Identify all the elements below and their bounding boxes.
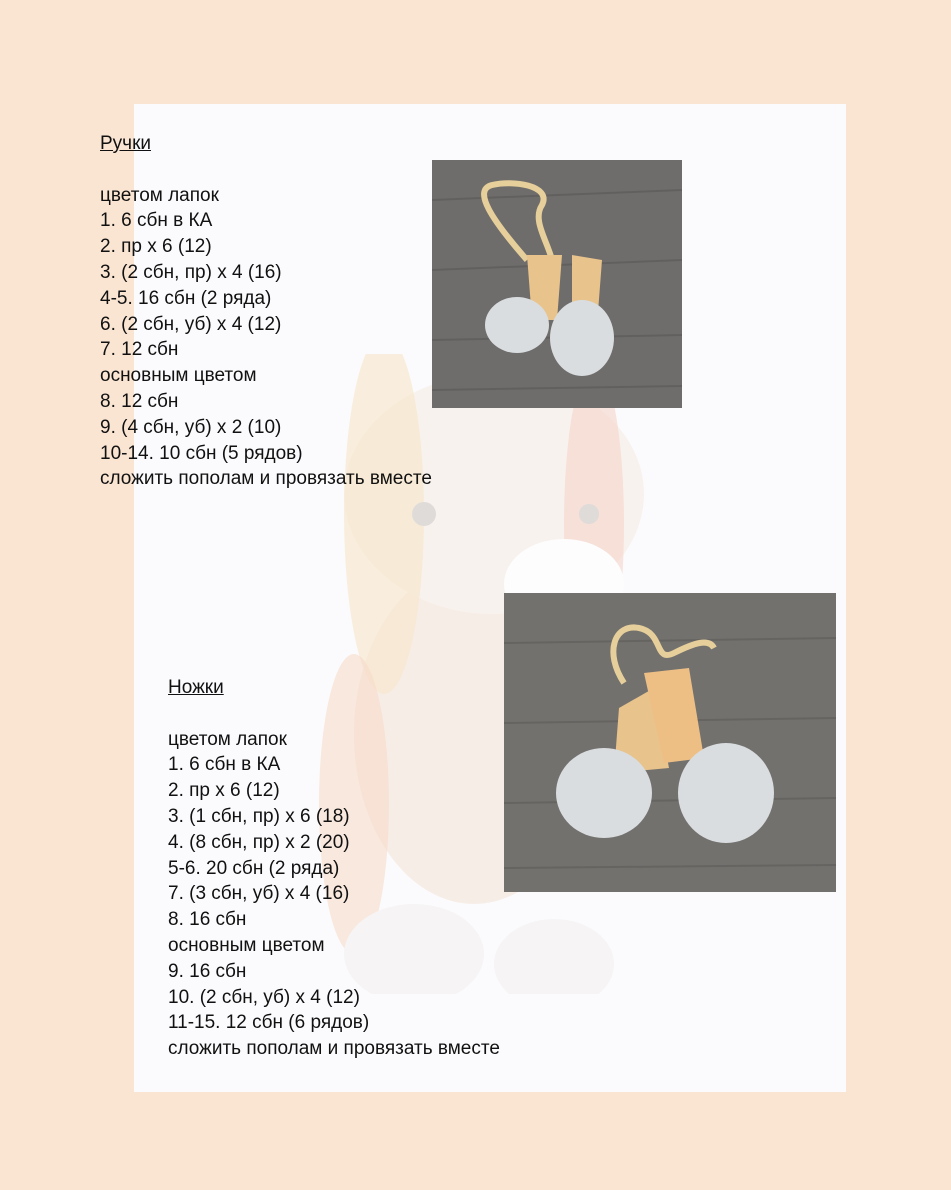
legs-instructions <box>168 675 500 1062</box>
instruction-line: 9. (4 сбн, уб) х 2 (10) <box>100 416 282 438</box>
instruction-line: 4. (8 сбн, пр) х 2 (20) <box>168 831 350 853</box>
instruction-line: 3. (1 сбн, пр) х 6 (18) <box>168 805 350 827</box>
instruction-line: 8. 12 сбн <box>100 390 179 412</box>
instruction-line: цветом лапок <box>100 184 219 206</box>
instruction-line: 6. (2 сбн, уб) х 4 (12) <box>100 313 282 335</box>
instruction-line: 10. (2 сбн, уб) х 4 (12) <box>168 986 360 1008</box>
hands-photo <box>432 160 682 408</box>
instruction-line: сложить пополам и провязать вместе <box>100 468 432 490</box>
instruction-line: 11-15. 12 сбн (6 рядов) <box>168 1012 370 1034</box>
hands-heading: Ручки <box>100 133 151 154</box>
instruction-line: 9. 16 сбн <box>168 960 247 982</box>
instruction-line: 1. 6 сбн в КА <box>168 754 281 776</box>
instruction-line: основным цветом <box>168 934 325 956</box>
instruction-line: 4-5. 16 сбн (2 ряда) <box>100 287 272 309</box>
instruction-line: 3. (2 сбн, пр) х 4 (16) <box>100 261 282 283</box>
instruction-line: сложить пополам и провязать вместе <box>168 1038 500 1060</box>
instruction-line: 5-6. 20 сбн (2 ряда) <box>168 857 340 879</box>
instruction-line: 2. пр х 6 (12) <box>168 780 280 802</box>
instruction-line: 10-14. 10 сбн (5 рядов) <box>100 442 303 464</box>
instruction-line: 7. (3 сбн, уб) х 4 (16) <box>168 883 350 905</box>
legs-photo <box>504 593 836 892</box>
hands-instructions <box>100 131 432 492</box>
legs-heading: Ножки <box>168 677 224 698</box>
instruction-line: 1. 6 сбн в КА <box>100 210 213 232</box>
instruction-line: основным цветом <box>100 365 257 387</box>
instruction-line: цветом лапок <box>168 728 287 750</box>
instruction-line: 7. 12 сбн <box>100 339 179 361</box>
instruction-line: 8. 16 сбн <box>168 909 247 931</box>
instruction-line: 2. пр х 6 (12) <box>100 236 212 258</box>
